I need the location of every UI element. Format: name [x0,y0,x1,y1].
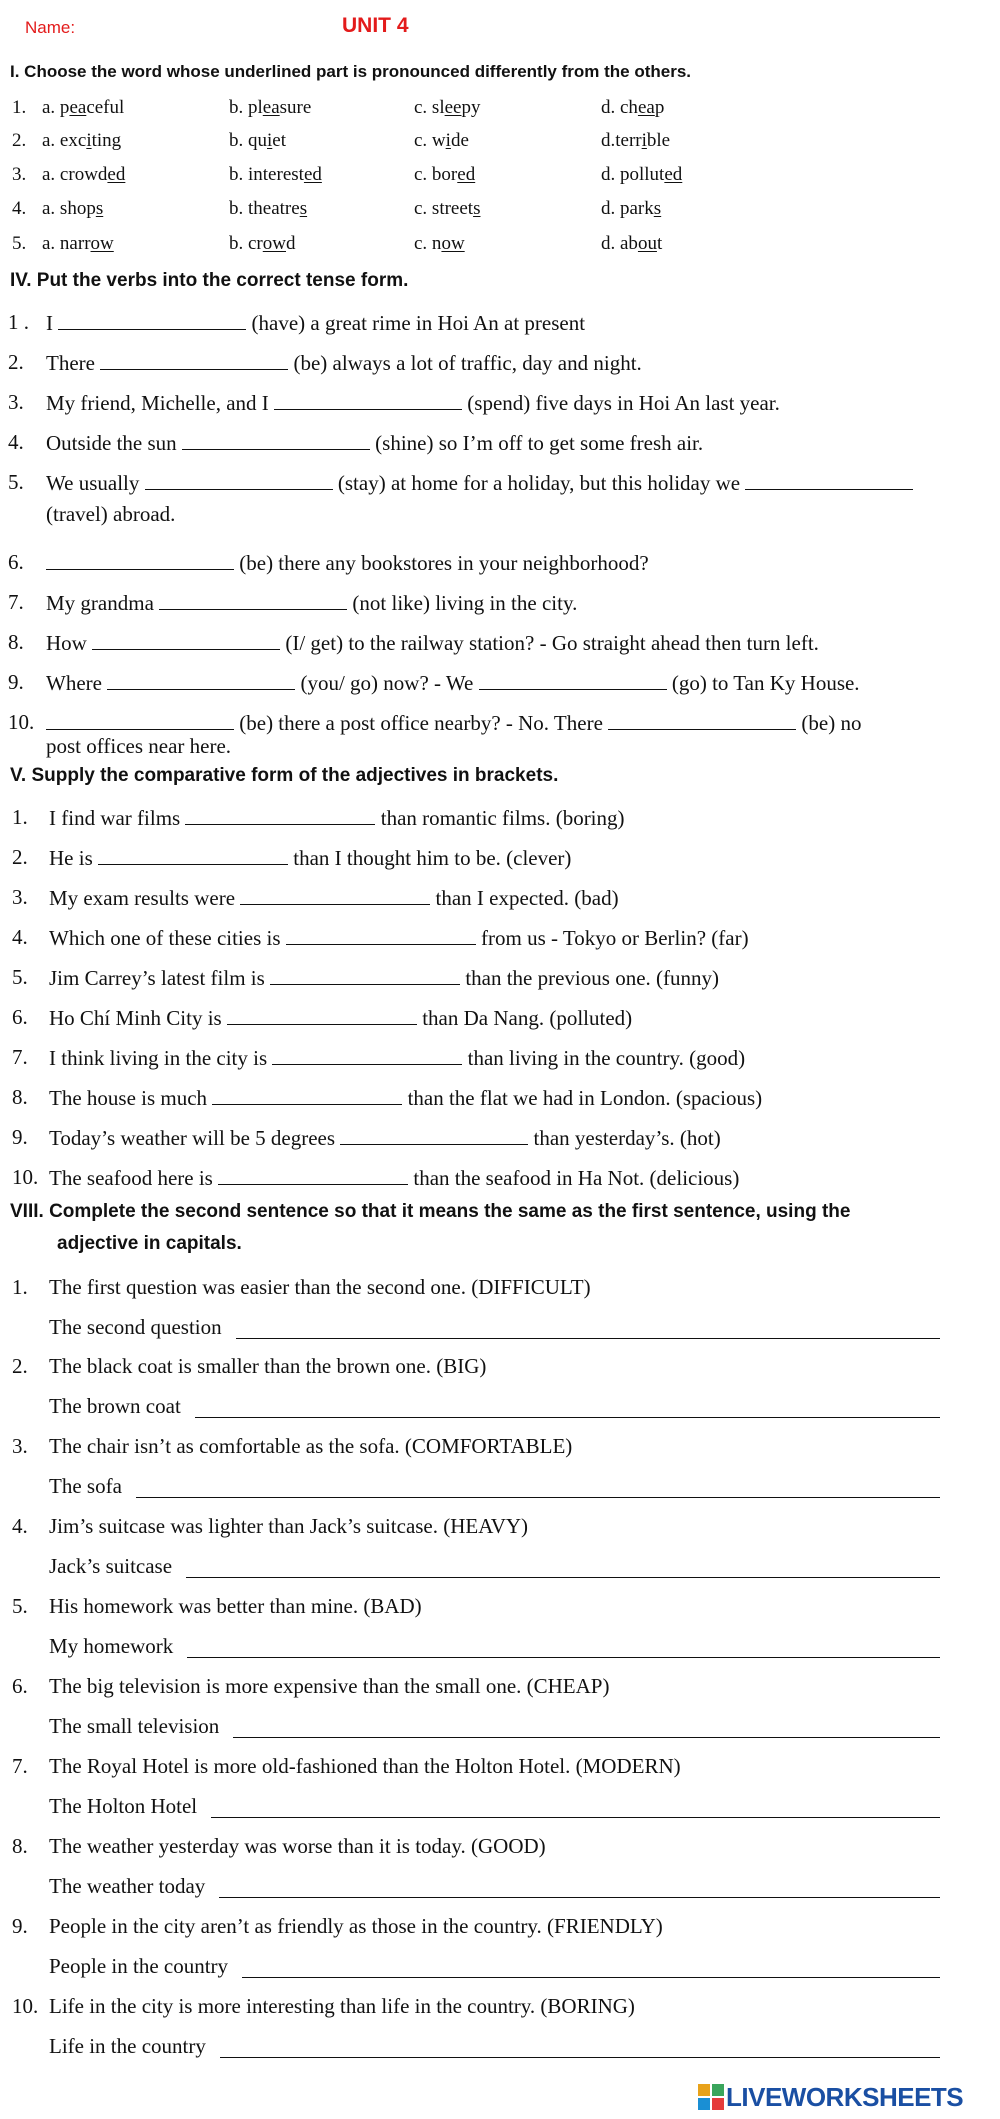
s4-item-number: 7. [8,590,24,614]
s5-text-before: Today’s weather will be 5 degrees [49,1126,336,1150]
s1-option-pre: c. w [414,130,446,151]
s5-answer-blank[interactable] [227,1005,417,1025]
s1-option-underlined: ow [441,233,465,254]
s8-sentence-start: The sofa [49,1474,122,1498]
s5-item [49,1005,632,1031]
name-label: Name: [25,18,76,37]
s4-answer-blank[interactable] [145,470,333,490]
s1-option [601,233,662,255]
s4-text-before: I [46,311,53,335]
s8-answer-line[interactable] [195,1417,940,1418]
s4-text-before: How [46,631,87,655]
s1-option-underlined: ed [107,164,126,185]
s1-option-post: ting [91,130,122,151]
s1-option-post: t [656,233,663,254]
s8-question: The big television is more expensive than the small one. (CHEAP) [49,1674,610,1698]
s4-item-number: 8. [8,630,24,654]
s8-sentence-start: Jack’s suitcase [49,1554,173,1578]
s8-sentence-start: The second question [49,1315,222,1339]
s4-text-after: (be) there any bookstores in your neighborhood? [239,551,649,575]
s4-answer-blank-2[interactable] [608,710,796,730]
s1-option-pre: b. cr [229,233,263,254]
s8-question: Life in the city is more interesting than life in the country. (BORING) [49,1994,635,2018]
s4-text-before: Outside the sun [46,431,177,455]
s8-answer-line[interactable] [211,1817,940,1818]
s1-option [42,164,125,186]
s5-item [49,925,749,951]
s4-item [46,590,577,616]
s5-text-before: He is [49,846,93,870]
s5-answer-blank[interactable] [218,1165,408,1185]
s4-text-before: We usually [46,471,140,495]
s1-option [414,130,469,152]
s5-item [49,1045,745,1071]
s1-option [414,198,480,220]
s4-answer-blank[interactable] [46,550,234,570]
s4-text-before: Where [46,671,102,695]
s1-option-post: d [286,233,296,254]
s5-text-after: than I expected. (bad) [435,886,619,910]
s4-item [46,390,780,416]
s4-answer-blank-2[interactable] [479,670,667,690]
s5-text-after: than the previous one. (funny) [465,966,719,990]
s4-answer-blank[interactable] [58,310,246,330]
s4-text-after-2: (go) to Tan Ky House. [671,671,860,695]
s1-item-number: 5. [12,233,27,254]
s1-option-pre: b. pl [229,97,263,118]
s4-item [46,710,861,736]
s4-item-number: 3. [8,390,24,414]
section-1-title: I. Choose the word whose underlined part is pronounced differently from the others. [10,62,692,81]
s8-question: The first question was easier than the second one. (DIFFICULT) [49,1275,591,1299]
s5-answer-blank[interactable] [185,805,375,825]
s1-option-underlined: ea [69,97,87,118]
s4-text-after: (be) always a lot of traffic, day and night. [293,351,642,375]
unit-title: UNIT 4 [342,14,409,37]
s5-text-after: than the flat we had in London. (spacious) [407,1086,763,1110]
s1-option-post: de [450,130,469,151]
s5-item [49,845,571,871]
s4-text-after-2: (be) no [801,711,862,735]
s4-answer-blank[interactable] [92,630,280,650]
s1-option-underlined: ea [262,97,280,118]
s5-text-before: The seafood here is [49,1166,213,1190]
s1-option-pre: b. qu [229,130,267,151]
s1-option [601,130,670,152]
s8-sentence-start: The small television [49,1714,220,1738]
s4-item-number: 9. [8,670,24,694]
s4-answer-blank[interactable] [182,430,370,450]
s1-option-pre: a. narr [42,233,91,254]
s8-item-number: 7. [12,1754,28,1778]
s8-answer-line[interactable] [242,1977,940,1978]
s4-item [46,310,585,336]
s1-option [229,198,307,220]
s4-answer-blank-2[interactable] [745,470,913,490]
s8-question: The chair isn’t as comfortable as the sofa. (COMFORTABLE) [49,1434,573,1458]
s1-option-underlined: ed [303,164,322,185]
s1-option [42,130,121,152]
s5-text-before: I find war films [49,806,181,830]
s5-item-number: 10. [12,1165,39,1189]
s5-text-before: My exam results were [49,886,236,910]
s1-option-underlined: ou [637,233,657,254]
s1-option-underlined: ee [444,97,462,118]
s5-text-before: I think living in the city is [49,1046,268,1070]
s5-item-number: 3. [12,885,28,909]
s4-item-number: 10. [8,710,35,734]
s5-item-number: 2. [12,845,28,869]
s1-option-pre: d. park [601,198,654,219]
s5-item [49,805,625,831]
s1-option-underlined: s [299,198,308,219]
s4-answer-blank[interactable] [159,590,347,610]
s4-item [46,630,819,656]
s4-item [46,470,913,496]
section-8-title: VIII. Complete the second sentence so that it means the same as the first sentence, using the [10,1201,851,1222]
s8-sentence-start: The brown coat [49,1394,181,1418]
s5-item [49,965,719,991]
s5-item-number: 1. [12,805,28,829]
s1-option-post: py [461,97,481,118]
s8-answer-line[interactable] [233,1737,940,1738]
s4-item-number: 2. [8,350,24,374]
s4-item-number: 4. [8,430,24,454]
s5-text-after: than Da Nang. (polluted) [422,1006,633,1030]
s1-option-underlined: ed [664,164,683,185]
s4-item-number: 1 . [8,310,29,334]
s5-item [49,1125,721,1151]
section-8-title-line2: adjective in capitals. [57,1233,242,1254]
s4-text-after: (spend) five days in Hoi An last year. [467,391,780,415]
s4-text-before: My friend, Michelle, and I [46,391,269,415]
s8-item-number: 1. [12,1275,28,1299]
s5-answer-blank[interactable] [98,845,288,865]
s8-sentence-start: Life in the country [49,2034,206,2058]
s8-answer-line[interactable] [136,1497,940,1498]
s4-item [46,430,703,456]
section-4-title: IV. Put the verbs into the correct tense form. [10,270,409,291]
s1-option-pre: a. crowd [42,164,108,185]
s5-item-number: 6. [12,1005,28,1029]
s1-option-pre: c. street [414,198,474,219]
s4-text-after: (stay) at home for a holiday, but this holiday we [337,471,741,495]
s4-answer-blank[interactable] [274,390,462,410]
s1-option [229,164,322,186]
s1-option-post: ble [646,130,671,151]
s8-sentence-start: My homework [49,1634,174,1658]
s1-item-number: 1. [12,97,27,118]
s1-option-underlined: ea [637,97,655,118]
s5-item [49,1165,739,1191]
s1-option [229,97,311,119]
s8-question: His homework was better than mine. (BAD) [49,1594,422,1618]
liveworksheets-logo-text: LIVEWORKSHEETS [726,2082,964,2112]
s4-text-after: (you/ go) now? - We [300,671,474,695]
s5-answer-blank[interactable] [286,925,476,945]
s1-option-pre: d.terr [601,130,642,151]
s8-answer-line[interactable] [187,1657,940,1658]
s1-item-number: 2. [12,130,27,151]
s4-item-number: 5. [8,470,24,494]
s8-question: The weather yesterday was worse than it is today. (GOOD) [49,1834,546,1858]
s1-option-underlined: ow [90,233,114,254]
s5-item-number: 8. [12,1085,28,1109]
s4-item [46,350,642,376]
s8-answer-line[interactable] [186,1577,940,1578]
s5-item-number: 4. [12,925,28,949]
s8-sentence-start: People in the country [49,1954,229,1978]
s5-item-number: 9. [12,1125,28,1149]
s1-item-number: 4. [12,198,27,219]
s4-text-after: (be) there a post office nearby? - No. There [239,711,603,735]
s4-text-after: (I/ get) to the railway station? - Go straight ahead then turn left. [285,631,819,655]
s1-option-pre: a. p [42,97,70,118]
s8-sentence-start: The Holton Hotel [49,1794,198,1818]
s1-option-post: et [272,130,286,151]
s5-item [49,1085,762,1111]
s8-answer-line[interactable] [219,1897,940,1898]
s4-text-before: There [46,351,95,375]
s1-option-underlined: ow [262,233,286,254]
s4-answer-blank[interactable] [107,670,295,690]
s4-item-continuation: (travel) abroad. [46,502,176,526]
s4-text-before: My grandma [46,591,154,615]
s1-option-pre: a. shop [42,198,96,219]
s5-text-after: from us - Tokyo or Berlin? (far) [481,926,749,950]
s1-item-number: 3. [12,164,27,185]
s8-item-number: 10. [12,1994,39,2018]
s1-option-underlined: s [653,198,662,219]
s5-answer-blank[interactable] [240,885,430,905]
s1-option-post: ceful [86,97,125,118]
s8-question: Jim’s suitcase was lighter than Jack’s suitcase. (HEAVY) [49,1514,529,1538]
s1-option [42,198,103,220]
s5-item-number: 5. [12,965,28,989]
s8-item-number: 8. [12,1834,28,1858]
s1-option-underlined: i [445,130,451,151]
s1-option [414,164,475,186]
s5-text-after: than living in the country. (good) [467,1046,746,1070]
s5-item [49,885,619,911]
s5-answer-blank[interactable] [212,1085,402,1105]
s8-item-number: 2. [12,1354,28,1378]
s8-item-number: 9. [12,1914,28,1938]
s5-text-after: than romantic films. (boring) [380,806,625,830]
s8-answer-line[interactable] [220,2057,940,2058]
s1-option-post: sure [279,97,312,118]
s5-text-after: than I thought him to be. (clever) [293,846,572,870]
s1-option [414,97,480,119]
s8-item-number: 3. [12,1434,28,1458]
s5-text-after: than yesterday’s. (hot) [533,1126,721,1150]
s4-item [46,670,860,696]
section-5-title: V. Supply the comparative form of the adjectives in brackets. [10,765,559,786]
s1-option-underlined: s [473,198,481,219]
s5-item-number: 7. [12,1045,28,1069]
s8-question: People in the city aren’t as friendly as those in the country. (FRIENDLY) [49,1914,663,1938]
s4-item-continuation: post offices near here. [46,734,232,758]
s1-option-pre: c. bor [414,164,458,185]
s1-option-underlined: i [86,130,92,151]
s4-answer-blank[interactable] [46,710,234,730]
liveworksheets-icon [698,2084,724,2110]
s1-option-underlined: i [641,130,647,151]
s4-text-after: (have) a great rime in Hoi An at present [251,311,586,335]
s4-text-after: (shine) so I’m off to get some fresh air. [375,431,704,455]
s4-item [46,550,649,576]
s1-option-pre: b. interest [229,164,304,185]
s8-question: The Royal Hotel is more old-fashioned than the Holton Hotel. (MODERN) [49,1754,681,1778]
s1-option [42,233,114,255]
s1-option-underlined: s [95,198,104,219]
s4-item-number: 6. [8,550,24,574]
s1-option-pre: b. theatre [229,198,300,219]
s1-option [42,97,124,119]
s1-option [601,97,664,119]
s4-answer-blank[interactable] [100,350,288,370]
s8-question: The black coat is smaller than the brown one. (BIG) [49,1354,487,1378]
s5-answer-blank[interactable] [272,1045,462,1065]
s5-answer-blank[interactable] [270,965,460,985]
s1-option-underlined: ed [457,164,476,185]
s8-answer-line[interactable] [236,1338,940,1339]
s1-option [414,233,465,255]
s5-text-after: than the seafood in Ha Not. (delicious) [413,1166,740,1190]
s1-option-pre: d. ch [601,97,638,118]
s1-option [601,164,682,186]
s8-item-number: 5. [12,1594,28,1618]
s8-item-number: 4. [12,1514,28,1538]
s1-option-pre: a. exc [42,130,87,151]
s1-option-post: p [654,97,665,118]
s5-text-before: Jim Carrey’s latest film is [49,966,265,990]
s5-text-before: The house is much [49,1086,208,1110]
s4-text-after: (not like) living in the city. [352,591,578,615]
s8-sentence-start: The weather today [49,1874,206,1898]
s5-text-before: Ho Chí Minh City is [49,1006,222,1030]
s1-option-underlined: i [267,130,273,151]
s8-item-number: 6. [12,1674,28,1698]
s1-option [601,198,661,220]
s1-option [229,233,296,255]
s5-answer-blank[interactable] [340,1125,528,1145]
s1-option-pre: c. sl [414,97,445,118]
s1-option-pre: d. pollut [601,164,665,185]
s1-option-pre: c. n [414,233,442,254]
s5-text-before: Which one of these cities is [49,926,281,950]
s1-option-pre: d. ab [601,233,638,254]
s1-option [229,130,286,152]
